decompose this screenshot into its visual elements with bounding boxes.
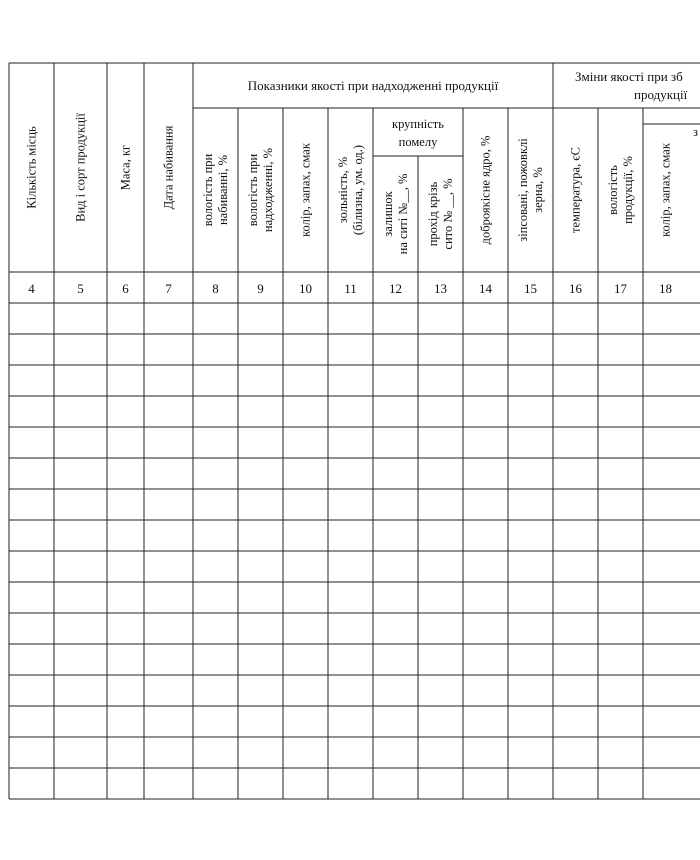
column-number-16: 16 [569, 281, 582, 296]
group-header-quality-changes: Зміни якості при зб [575, 69, 683, 84]
milling-header-cont: помелу [398, 135, 438, 149]
column-header-8: набиванні, % [216, 154, 230, 226]
column-header-8: вологість при [201, 153, 215, 227]
column-header-11: зольність, % [336, 156, 350, 224]
column-number-5: 5 [77, 281, 84, 296]
column-number-9: 9 [257, 281, 264, 296]
column-header-17: вологість [606, 165, 620, 215]
column-header-18: колір, запах, смак [658, 143, 673, 237]
column-number-8: 8 [212, 281, 219, 296]
column-header-4: Кількість місць [24, 126, 39, 209]
column-header-12: залишок [381, 191, 395, 237]
group-header-quality-changes-cont: продукції [634, 87, 688, 102]
column-header-7: Дата набивання [161, 125, 176, 210]
column-number-17: 17 [614, 281, 627, 296]
column-header-13: сито № __, % [441, 178, 455, 250]
column-number-18: 18 [659, 281, 672, 296]
column-header-11: (білизна, ум. од.) [351, 144, 365, 236]
column-number-11: 11 [344, 281, 357, 296]
column-number-7: 7 [165, 281, 172, 296]
column-header-13: прохід крізь [426, 181, 440, 247]
cut-header-fragment: з [693, 125, 698, 139]
column-number-15: 15 [524, 281, 537, 296]
column-header-16: температура, єС [568, 147, 583, 233]
column-header-9: надходженні, % [261, 147, 275, 233]
column-header-17: продукції, % [621, 156, 635, 224]
group-header-quality-on-arrival: Показники якості при надходженні продукції [247, 78, 499, 93]
milling-header: крупність [392, 117, 444, 131]
column-number-12: 12 [389, 281, 402, 296]
column-number-4: 4 [28, 281, 35, 296]
column-header-14: доброякісне ядро, % [478, 135, 493, 245]
column-number-10: 10 [299, 281, 312, 296]
column-header-15: зіпсовані, пожовклі [516, 138, 530, 242]
column-header-5: Вид і сорт продукції [73, 113, 88, 222]
column-number-13: 13 [434, 281, 447, 296]
column-header-6: Маса, кг [118, 144, 133, 191]
column-number-14: 14 [479, 281, 492, 296]
column-header-15: зерна, % [531, 167, 545, 213]
column-number-6: 6 [122, 281, 129, 296]
column-header-12: на ситі №__, % [396, 173, 410, 255]
column-header-9: вологість при [246, 153, 260, 227]
column-header-10: колір, запах, смак [298, 143, 313, 237]
